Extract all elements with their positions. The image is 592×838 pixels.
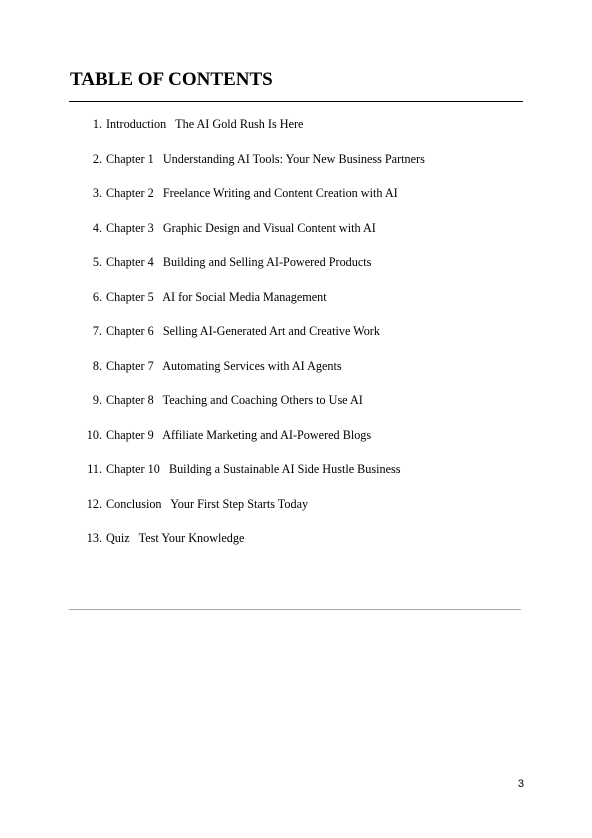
toc-entry-number: 10.: [86, 427, 102, 442]
toc-entry[interactable]: [0, 531, 245, 566]
toc-entry[interactable]: [0, 117, 304, 152]
toc-entry-number: 5.: [92, 255, 102, 269]
section-divider: [69, 609, 521, 610]
toc-entry[interactable]: [0, 358, 342, 394]
page-title: TABLE OF CONTENTS: [70, 69, 273, 90]
toc-entry-title: Chapter 4 Building and Selling AI-Powered Products: [106, 255, 372, 269]
toc-entry[interactable]: [0, 393, 363, 428]
toc-entry-number: 8.: [92, 358, 102, 373]
toc-entry[interactable]: [0, 496, 309, 532]
toc-entry[interactable]: [0, 255, 372, 290]
toc-entry[interactable]: [0, 289, 327, 325]
toc-entry-title: Chapter 10 Building a Sustainable AI Side Hustle Business: [106, 462, 401, 476]
toc-entry[interactable]: [0, 186, 398, 221]
toc-entry-number: 13.: [86, 531, 102, 545]
toc-entry-title: Conclusion Your First Step Starts Today: [106, 496, 309, 511]
toc-entry[interactable]: [0, 324, 380, 359]
toc-entry[interactable]: [0, 151, 425, 187]
toc-entry-number: 1.: [92, 117, 102, 131]
toc-entry-number: 7.: [92, 324, 102, 338]
toc-entry-number: 11.: [87, 462, 102, 476]
toc-entry[interactable]: [0, 220, 376, 256]
toc-entry-title: Chapter 9 Affiliate Marketing and AI-Powered Blogs: [106, 427, 372, 442]
toc-entry-number: 9.: [92, 393, 102, 407]
toc-entry-title: Introduction The AI Gold Rush Is Here: [106, 117, 304, 131]
toc-entry-title: Chapter 2 Freelance Writing and Content Creation with AI: [106, 186, 398, 200]
toc-entry-number: 2.: [92, 151, 102, 166]
toc-entry-title: Quiz Test Your Knowledge: [106, 531, 245, 545]
table-of-contents: [0, 117, 425, 566]
toc-entry-title: Chapter 5 AI for Social Media Management: [106, 289, 327, 304]
toc-entry-number: 6.: [92, 289, 102, 304]
page-number: 3: [517, 778, 524, 790]
toc-entry-number: 3.: [92, 186, 102, 200]
toc-entry-title: Chapter 1 Understanding AI Tools: Your New Business Partners: [106, 151, 425, 166]
toc-entry-title: Chapter 3 Graphic Design and Visual Content with AI: [106, 220, 376, 235]
title-divider: [69, 101, 523, 102]
toc-entry-number: 12.: [86, 496, 102, 511]
toc-entry[interactable]: [0, 427, 372, 463]
toc-entry-number: 4.: [92, 220, 102, 235]
toc-entry-title: Chapter 7 Automating Services with AI Agents: [106, 358, 342, 373]
toc-entry-title: Chapter 8 Teaching and Coaching Others to Use AI: [106, 393, 363, 407]
toc-entry-title: Chapter 6 Selling AI-Generated Art and Creative Work: [106, 324, 380, 338]
toc-entry[interactable]: [0, 462, 401, 497]
